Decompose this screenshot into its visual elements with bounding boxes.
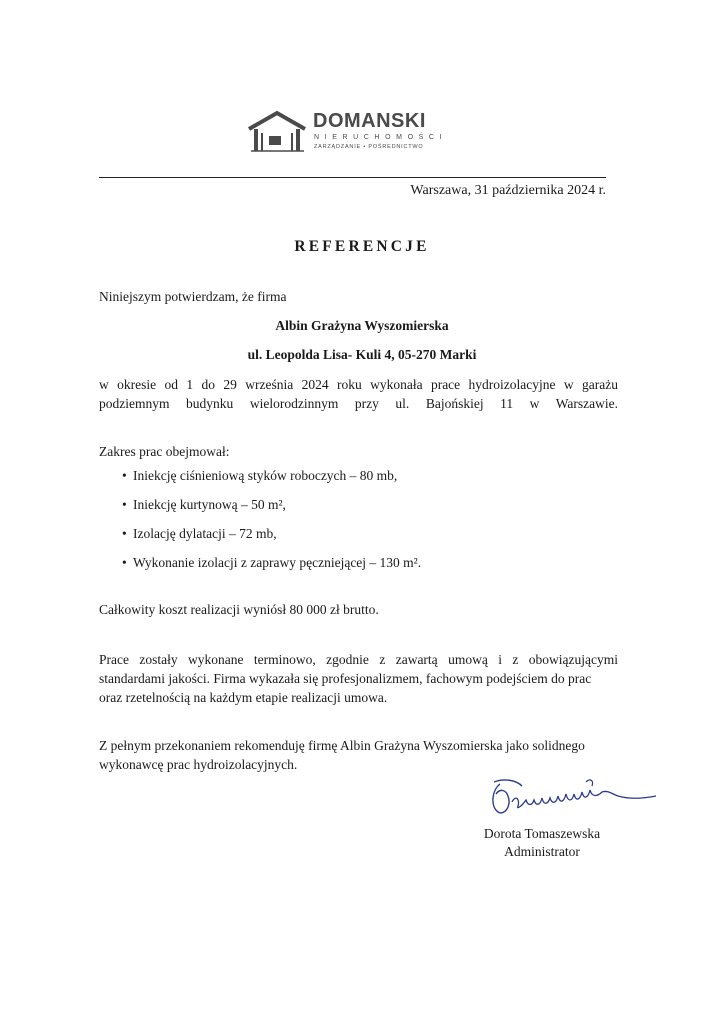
signatory-role: Administrator bbox=[504, 844, 580, 859]
logo-name: DOMANSKI bbox=[313, 110, 426, 132]
scope-title: Zakres prac obejmował: bbox=[99, 444, 230, 459]
handwritten-signature bbox=[486, 776, 666, 826]
list-item: • Wykonanie izolacji z zaprawy pęczniejącej – 130 m². bbox=[122, 553, 421, 582]
document-title: REFERENCJE bbox=[294, 238, 430, 255]
work-line-2: podziemnym budynku wielorodzinnym przy ul. Bajońskiej 11 w Warszawie. bbox=[99, 396, 618, 411]
document-date: Warszawa, 31 października 2024 r. bbox=[410, 183, 606, 198]
logo-subtagline: ZARZĄDZANIE • POŚREDNICTWO bbox=[314, 144, 424, 150]
recommendation-line-1: Z pełnym przekonaniem rekomenduję firmę Albin Grażyna Wyszomierska jako solidnego bbox=[99, 738, 585, 753]
signatory-name: Dorota Tomaszewska bbox=[483, 826, 601, 841]
list-item: • Iniekcję ciśnieniową styków roboczych – 80 mb, bbox=[122, 466, 421, 495]
company-name: Albin Grażyna Wyszomierska bbox=[275, 318, 449, 333]
list-item: • Iniekcję kurtynową – 50 m², bbox=[122, 495, 421, 524]
scope-list bbox=[122, 466, 421, 582]
intro-text: Niniejszym potwierdzam, że firma bbox=[99, 289, 287, 304]
header-divider bbox=[99, 177, 606, 178]
work-line-1: w okresie od 1 do 29 września 2024 roku wykonała prace hydroizolacyjne w garażu bbox=[99, 377, 618, 392]
cost-text: Całkowity koszt realizacji wyniósł 80 000 zł brutto. bbox=[99, 602, 379, 617]
recommendation-line-2: wykonawcę prac hydroizolacyjnych. bbox=[99, 757, 298, 772]
quality-line-2: standardami jakości. Firma wykazała się profesjonalizmem, fachowym podejściem do prac bbox=[99, 671, 592, 686]
logo-tagline: NIERUCHOMOŚCI bbox=[314, 134, 448, 141]
company-logo bbox=[247, 109, 487, 155]
quality-line-1: Prace zostały wykonane terminowo, zgodnie z zawartą umową i z obowiązującymi bbox=[99, 652, 618, 667]
house-icon bbox=[247, 109, 309, 153]
quality-line-3: oraz rzetelnością na każdym etapie realizacji umowa. bbox=[99, 690, 388, 705]
company-address: ul. Leopolda Lisa- Kuli 4, 05-270 Marki bbox=[247, 347, 477, 362]
list-item: • Izolację dylatacji – 72 mb, bbox=[122, 524, 421, 553]
